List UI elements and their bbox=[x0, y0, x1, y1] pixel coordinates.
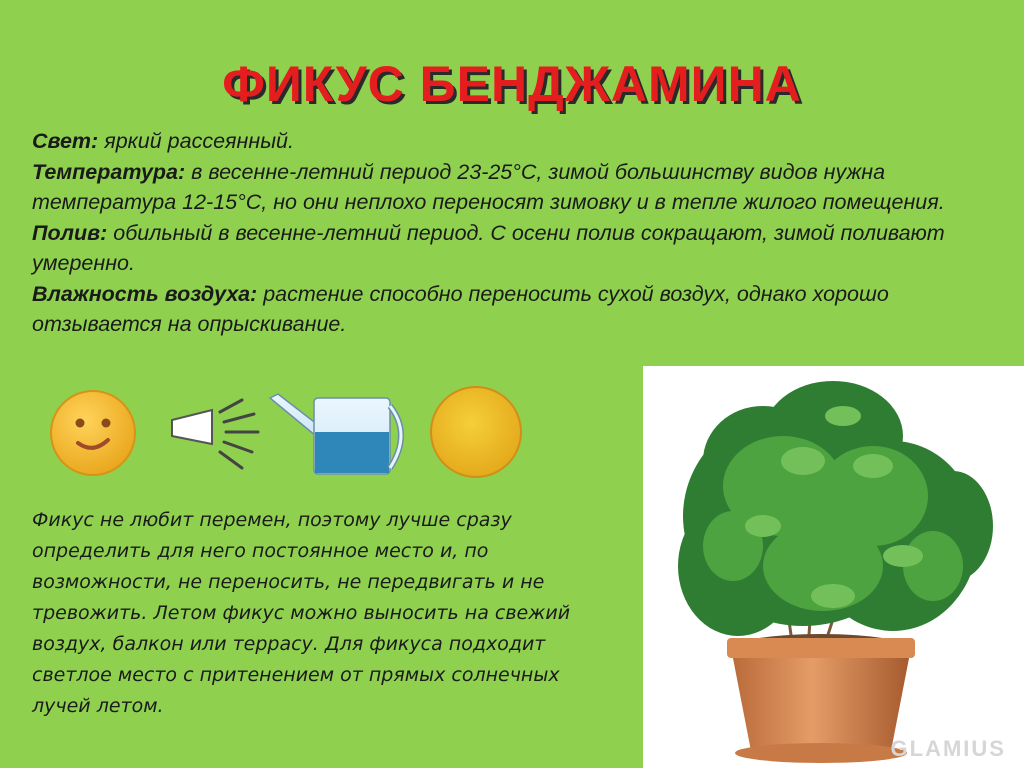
light-line bbox=[32, 126, 1012, 157]
yellow-circle-icon bbox=[428, 384, 524, 480]
watering-label: Полив: bbox=[32, 220, 108, 245]
care-icons bbox=[0, 380, 560, 490]
temperature-line bbox=[32, 157, 1012, 218]
watering-line bbox=[32, 218, 1012, 279]
humidity-text: растение способно переносить сухой воздух, однако хорошо отзывается на опрыскивание. bbox=[32, 281, 889, 336]
watering-text: обильный в весенне-летний период. С осени полив сокращают, зимой поливают умеренно. bbox=[32, 220, 945, 275]
watering-can-icon bbox=[268, 388, 418, 478]
ficus-plant-image bbox=[643, 366, 1024, 768]
light-text: яркий рассеянный. bbox=[104, 129, 294, 153]
humidity-label: Влажность воздуха: bbox=[32, 281, 258, 306]
smiley-sun-icon bbox=[48, 388, 138, 478]
humidity-line bbox=[32, 279, 1012, 340]
watermark: GLAMIUS bbox=[890, 736, 1006, 761]
light-label: Свет: bbox=[32, 129, 99, 153]
spray-icon bbox=[168, 392, 268, 482]
page-title: ФИКУС БЕНДЖАМИНА bbox=[222, 56, 802, 112]
care-instructions bbox=[32, 126, 1012, 340]
temperature-text: в весенне-летний период 23-25°С, зимой большинству видов нужна температура 12-15°С, но они неплохо переносят зимовку и в тепле жилого помещения. bbox=[32, 159, 945, 214]
ficus-photo bbox=[643, 366, 1024, 768]
temperature-label: Температура: bbox=[32, 159, 186, 184]
placement-note: Фикус не любит перемен, поэтому лучше сразу определить для него постоянное место и, по возможности, не переносить, не передвигать и не тревожить. Летом фикус можно выносить на свежий воздух, балкон или террасу. Для фикуса подходит светлое место с притенением от прямых солнечных лучей летом. bbox=[32, 509, 571, 717]
